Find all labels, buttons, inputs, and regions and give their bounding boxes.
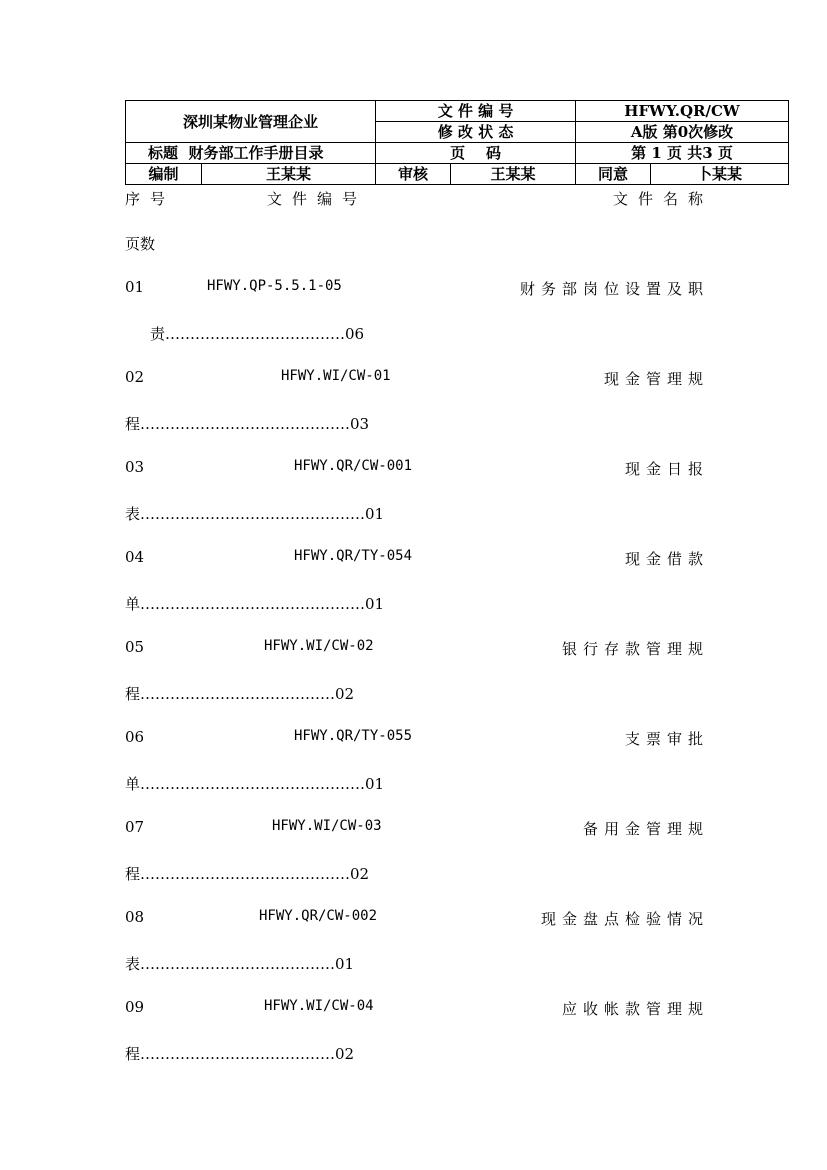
entry-code: HFWY.WI/CW-01 — [281, 368, 391, 384]
title-value: 财务部工作手册目录 — [188, 144, 324, 162]
entry-continuation: 表…………………………………01 — [125, 955, 355, 973]
entry-number: 07 — [125, 818, 145, 836]
toc-entry — [125, 278, 709, 298]
entry-continuation: 单………………………………………01 — [125, 595, 385, 613]
column-code: 文件编号 — [267, 190, 368, 208]
entry-code: HFWY.WI/CW-03 — [272, 818, 382, 834]
toc-entry — [125, 638, 709, 658]
reviewed-label: 审核 — [376, 164, 451, 185]
entry-name: 应收帐款管理规 — [561, 1000, 709, 1018]
toc-entry — [125, 818, 709, 838]
company-name: 深圳某物业管理企业 — [126, 101, 376, 143]
document-header-table — [125, 100, 789, 185]
title-label: 标题 — [148, 144, 179, 162]
approved-label: 同意 — [576, 164, 651, 185]
revision-value: A版 第0次修改 — [576, 122, 789, 143]
doc-number-label: 文 件 编 号 — [376, 101, 576, 122]
entry-name: 现金管理规 — [603, 370, 709, 388]
entry-name: 财务部岗位设置及职 — [519, 280, 709, 298]
column-name: 文件名称 — [612, 190, 713, 208]
entry-code: HFWY.QP-5.5.1-05 — [207, 278, 342, 294]
entry-code: HFWY.WI/CW-04 — [264, 998, 374, 1014]
entry-number: 05 — [125, 638, 145, 656]
doc-number-value: HFWY.QR/CW — [576, 101, 789, 122]
entry-name: 现金借款 — [624, 550, 709, 568]
entry-code: HFWY.WI/CW-02 — [264, 638, 374, 654]
entry-number: 02 — [125, 368, 145, 386]
toc-entry — [125, 908, 709, 928]
toc-entry — [125, 548, 709, 568]
entry-name: 支票审批 — [624, 730, 709, 748]
compiled-label: 编制 — [126, 164, 202, 185]
entry-name: 现金日报 — [624, 460, 709, 478]
entry-continuation: 程……………………………………02 — [125, 865, 370, 883]
column-pages: 页数 — [125, 235, 156, 253]
entry-continuation: 单………………………………………01 — [125, 775, 385, 793]
entry-continuation: 责………………………………06 — [150, 325, 365, 343]
entry-number: 01 — [125, 278, 145, 296]
toc-entry — [125, 368, 709, 388]
toc-entry — [125, 458, 709, 478]
entry-name: 备用金管理规 — [582, 820, 709, 838]
entry-code: HFWY.QR/TY-055 — [294, 728, 413, 744]
entry-number: 06 — [125, 728, 145, 746]
reviewed-by: 王某某 — [451, 164, 576, 185]
compiled-by: 王某某 — [202, 164, 376, 185]
entry-number: 09 — [125, 998, 145, 1016]
column-header-row — [125, 188, 713, 208]
entry-continuation: 程…………………………………02 — [125, 1045, 355, 1063]
entry-continuation: 程……………………………………03 — [125, 415, 370, 433]
column-seq: 序号 — [125, 190, 176, 208]
entry-code: HFWY.QR/CW-001 — [294, 458, 413, 474]
entry-continuation: 程…………………………………02 — [125, 685, 355, 703]
page-value: 第 1 页 共3 页 — [576, 143, 789, 164]
entry-continuation: 表………………………………………01 — [125, 505, 385, 523]
toc-entry — [125, 728, 709, 748]
entry-name: 现金盘点检验情况 — [540, 910, 709, 928]
page-label: 页 码 — [376, 143, 576, 164]
entry-number: 04 — [125, 548, 145, 566]
title-cell — [126, 143, 376, 164]
approved-by: 卜某某 — [651, 164, 789, 185]
entry-code: HFWY.QR/TY-054 — [294, 548, 413, 564]
entry-number: 08 — [125, 908, 145, 926]
toc-entry — [125, 998, 709, 1018]
revision-label: 修 改 状 态 — [376, 122, 576, 143]
entry-name: 银行存款管理规 — [561, 640, 709, 658]
entry-code: HFWY.QR/CW-002 — [259, 908, 378, 924]
entry-number: 03 — [125, 458, 145, 476]
